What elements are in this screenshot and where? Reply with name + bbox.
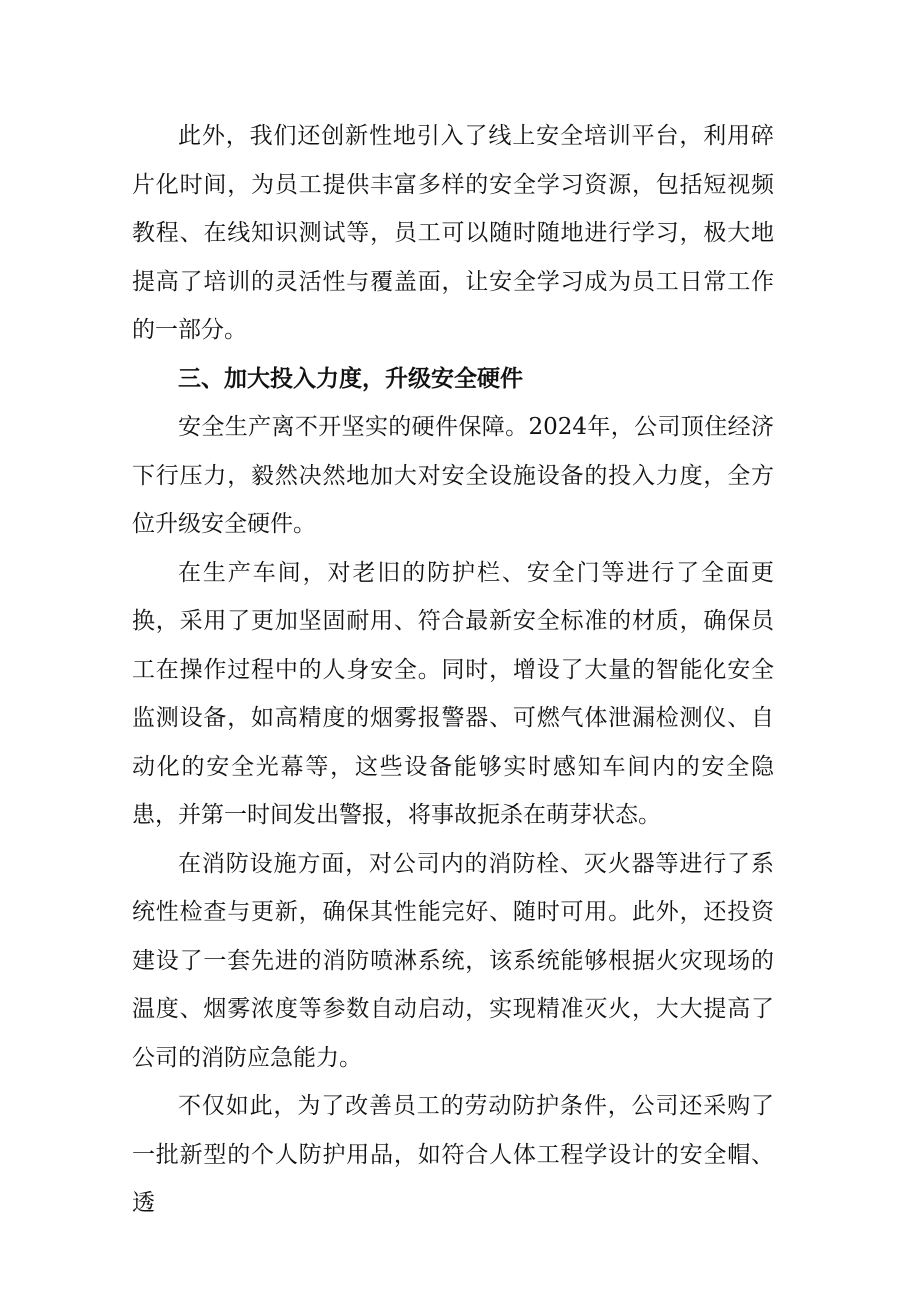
paragraph-hardware-guarantee: 安全生产离不开坚实的硬件保障。2024年，公司顶住经济下行压力，毅然决然地加大对安全设施设备的投入力度，全方位升级安全硬件。 <box>132 414 774 537</box>
paragraph-workshop-upgrade: 在生产车间，对老旧的防护栏、安全门等进行了全面更换，采用了更加坚固耐用、符合最新安全标准的材质，确保员工在操作过程中的人身安全。同时，增设了大量的智能化安全监测设备，如高精度的烟雾报警器、可燃气体泄漏检测仪、自动化的安全光幕等，这些设备能够实时感知车间内的安全隐患，并第一时间发出警报，将事故扼杀在萌芽状态。 <box>132 559 774 828</box>
paragraph-protective-equipment: 不仅如此，为了改善员工的劳动防护条件，公司还采购了一批新型的个人防护用品，如符合人体工程学设计的安全帽、透 <box>132 1093 774 1216</box>
paragraph-online-training: 此外，我们还创新性地引入了线上安全培训平台，利用碎片化时间，为员工提供丰富多样的安全学习资源，包括短视频教程、在线知识测试等，员工可以随时随地进行学习，极大地提高了培训的灵活性与覆盖面，让安全学习成为员工日常工作的一部分。 <box>132 123 774 343</box>
section-heading-3: 三、加大投入力度，升级安全硬件 <box>178 364 523 392</box>
paragraph-fire-facilities: 在消防设施方面，对公司内的消防栓、灭火器等进行了系统性检查与更新，确保其性能完好、随时可用。此外，还投资建设了一套先进的消防喷淋系统，该系统能够根据火灾现场的温度、烟雾浓度等参数自动启动，实现精准灭火，大大提高了公司的消防应急能力。 <box>132 850 774 1071</box>
document-body <box>132 112 774 1228</box>
